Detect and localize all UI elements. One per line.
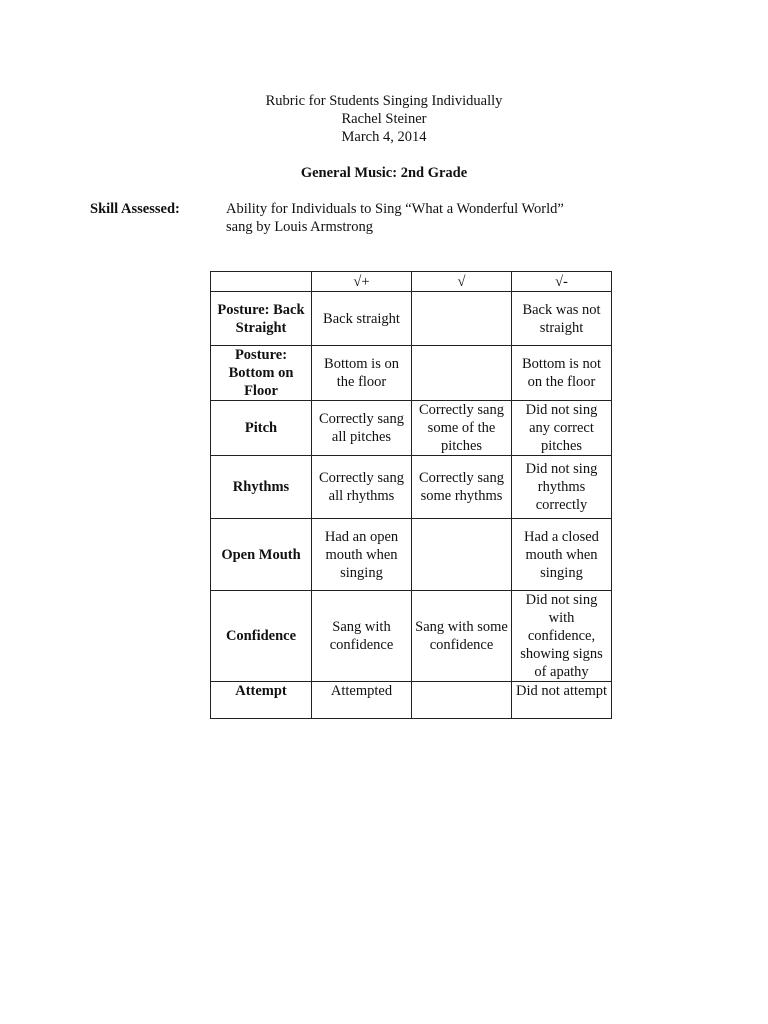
- check-minus-cell: Did not sing rhythms correctly: [512, 456, 612, 519]
- criterion-cell: Attempt: [211, 682, 312, 719]
- check-minus-cell: Did not sing with confidence, showing signs of apathy: [512, 591, 612, 682]
- skill-description-line2: sang by Louis Armstrong: [226, 219, 374, 235]
- rubric-row-open-mouth: [211, 519, 612, 591]
- column-header-check-minus: √-: [512, 272, 612, 292]
- check-plus-cell: Correctly sang all rhythms: [312, 456, 412, 519]
- rubric-row-posture-back: [211, 292, 612, 346]
- criterion-cell: Rhythms: [211, 456, 312, 519]
- rubric-row-confidence: [211, 591, 612, 682]
- criterion-cell: Pitch: [211, 401, 312, 456]
- column-header-criterion: [211, 272, 312, 292]
- criterion-cell: Posture: Back Straight: [211, 292, 312, 346]
- rubric-row-rhythms: [211, 456, 612, 519]
- rubric-row-attempt: [211, 682, 612, 719]
- skill-label: Skill Assessed:: [90, 201, 180, 217]
- document-author: Rachel Steiner: [341, 111, 427, 127]
- column-header-check: √: [412, 272, 512, 292]
- check-plus-cell: Attempted: [312, 682, 412, 719]
- check-cell: [412, 292, 512, 346]
- check-cell: Sang with some confidence: [412, 591, 512, 682]
- rubric-row-pitch: [211, 401, 612, 456]
- check-cell: Correctly sang some rhythms: [412, 456, 512, 519]
- check-plus-cell: Correctly sang all pitches: [312, 401, 412, 456]
- rubric-header-row: [211, 272, 612, 292]
- document-title: Rubric for Students Singing Individually: [265, 93, 503, 109]
- check-cell: Correctly sang some of the pitches: [412, 401, 512, 456]
- check-minus-cell: Did not sing any correct pitches: [512, 401, 612, 456]
- check-plus-cell: Back straight: [312, 292, 412, 346]
- check-cell: [412, 519, 512, 591]
- skill-description: [226, 200, 646, 236]
- check-minus-cell: Had a closed mouth when singing: [512, 519, 612, 591]
- check-plus-cell: Had an open mouth when singing: [312, 519, 412, 591]
- check-minus-cell: Bottom is not on the floor: [512, 346, 612, 401]
- rubric-table: [210, 271, 612, 719]
- document-header: [0, 92, 768, 146]
- check-cell: [412, 682, 512, 719]
- criterion-cell: Confidence: [211, 591, 312, 682]
- skill-description-line1: Ability for Individuals to Sing “What a Wonderful World”: [226, 201, 564, 217]
- rubric-row-posture-bottom: [211, 346, 612, 401]
- criterion-cell: Open Mouth: [211, 519, 312, 591]
- subject-heading: General Music: 2nd Grade: [300, 165, 468, 181]
- check-minus-cell: Did not attempt: [512, 682, 612, 719]
- check-minus-cell: Back was not straight: [512, 292, 612, 346]
- column-header-check-plus: √+: [312, 272, 412, 292]
- check-cell: [412, 346, 512, 401]
- check-plus-cell: Sang with confidence: [312, 591, 412, 682]
- document-date: March 4, 2014: [341, 129, 427, 145]
- check-plus-cell: Bottom is on the floor: [312, 346, 412, 401]
- criterion-cell: Posture: Bottom on Floor: [211, 346, 312, 401]
